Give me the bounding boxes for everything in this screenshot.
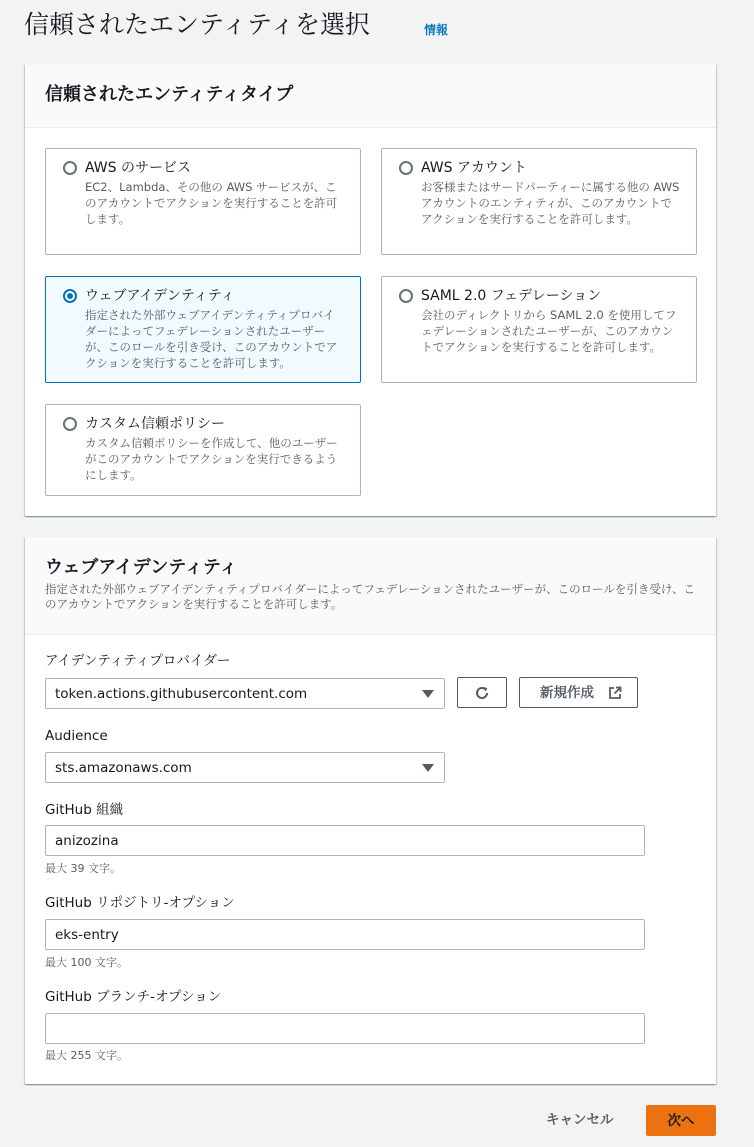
github-org-input[interactable] <box>45 825 645 856</box>
provider-select[interactable] <box>45 678 445 709</box>
audience-label: Audience <box>45 728 108 744</box>
caret-down-icon <box>422 690 434 698</box>
github-branch-hint: 最大 255 文字。 <box>45 1049 128 1062</box>
next-button-label: 次へ <box>667 1113 695 1129</box>
github-repo-hint: 最大 100 文字。 <box>45 956 128 969</box>
audience-select[interactable] <box>45 752 445 783</box>
option-description: カスタム信頼ポリシーを作成して、他のユーザーがこのアカウントでアクションを実行できるようにします。 <box>85 436 338 482</box>
provider-value: token.actions.githubusercontent.com <box>55 686 308 702</box>
panel-heading: 信頼されたエンティティタイプ <box>45 84 294 105</box>
option-description: お客様またはサードパーティーに属する他の AWS アカウントのエンティティが、このアカウントでアクションを実行することを許可します。 <box>421 180 680 226</box>
create-button-label: 新規作成 <box>540 685 594 701</box>
cancel-button[interactable]: キャンセル <box>546 1112 614 1128</box>
info-link[interactable]: 情報 <box>424 23 449 37</box>
radio-button[interactable] <box>399 161 413 175</box>
option-title: ウェブアイデンティティ <box>85 288 235 304</box>
entity-option-web-identity[interactable] <box>45 276 361 383</box>
create-provider-button[interactable] <box>519 677 638 708</box>
panel-header <box>25 64 716 128</box>
github-repo-input[interactable] <box>45 919 645 950</box>
github-repo-value: eks-entry <box>55 927 119 943</box>
radio-button[interactable] <box>399 289 413 303</box>
refresh-icon <box>474 685 490 701</box>
option-description: EC2、Lambda、その他の AWS サービスが、このアカウントでアクションを実行することを許可します。 <box>85 180 338 226</box>
panel-description: 指定された外部ウェブアイデンティティプロバイダーによってフェデレーションされたユーザーが、このロールを引き受け、このアカウントでアクションを実行することを許可します。 <box>45 582 695 611</box>
page-title: 信頼されたエンティティを選択 <box>24 10 371 39</box>
refresh-button[interactable] <box>457 677 507 708</box>
github-org-label: GitHub 組織 <box>45 802 124 818</box>
github-org-hint: 最大 39 文字。 <box>45 862 121 875</box>
caret-down-icon <box>422 764 434 772</box>
audience-value: sts.amazonaws.com <box>55 760 192 776</box>
panel-header <box>25 537 716 635</box>
provider-label: アイデンティティプロバイダー <box>45 653 231 669</box>
option-description: 会社のディレクトリから SAML 2.0 を使用してフェデレーションされたユーザーが、このアカウントでアクションを実行することを許可します。 <box>421 308 677 354</box>
entity-option-custom-policy[interactable] <box>45 404 361 496</box>
radio-button[interactable] <box>63 417 77 431</box>
panel-heading: ウェブアイデンティティ <box>45 557 238 578</box>
radio-button[interactable] <box>63 161 77 175</box>
github-branch-label: GitHub ブランチ-オプション <box>45 989 222 1005</box>
option-title: AWS のサービス <box>85 160 191 176</box>
entity-option-saml[interactable] <box>381 276 697 383</box>
entity-option-aws-service[interactable] <box>45 148 361 255</box>
github-org-value: anizozina <box>55 833 119 849</box>
next-button[interactable] <box>646 1105 716 1136</box>
github-repo-label: GitHub リポジトリ-オプション <box>45 895 235 911</box>
entity-option-aws-account[interactable] <box>381 148 697 255</box>
github-branch-input[interactable] <box>45 1013 645 1044</box>
trusted-entity-panel <box>25 64 716 516</box>
option-description: 指定された外部ウェブアイデンティティプロバイダーによってフェデレーションされたユーザーが、このロールを引き受け、このアカウントでアクションを実行することを許可します。 <box>85 308 338 370</box>
radio-button-selected[interactable] <box>63 289 77 303</box>
option-title: AWS アカウント <box>421 160 527 176</box>
option-title: SAML 2.0 フェデレーション <box>421 288 602 304</box>
option-title: カスタム信頼ポリシー <box>85 416 225 432</box>
web-identity-panel <box>25 537 716 1084</box>
external-link-icon <box>608 686 622 700</box>
